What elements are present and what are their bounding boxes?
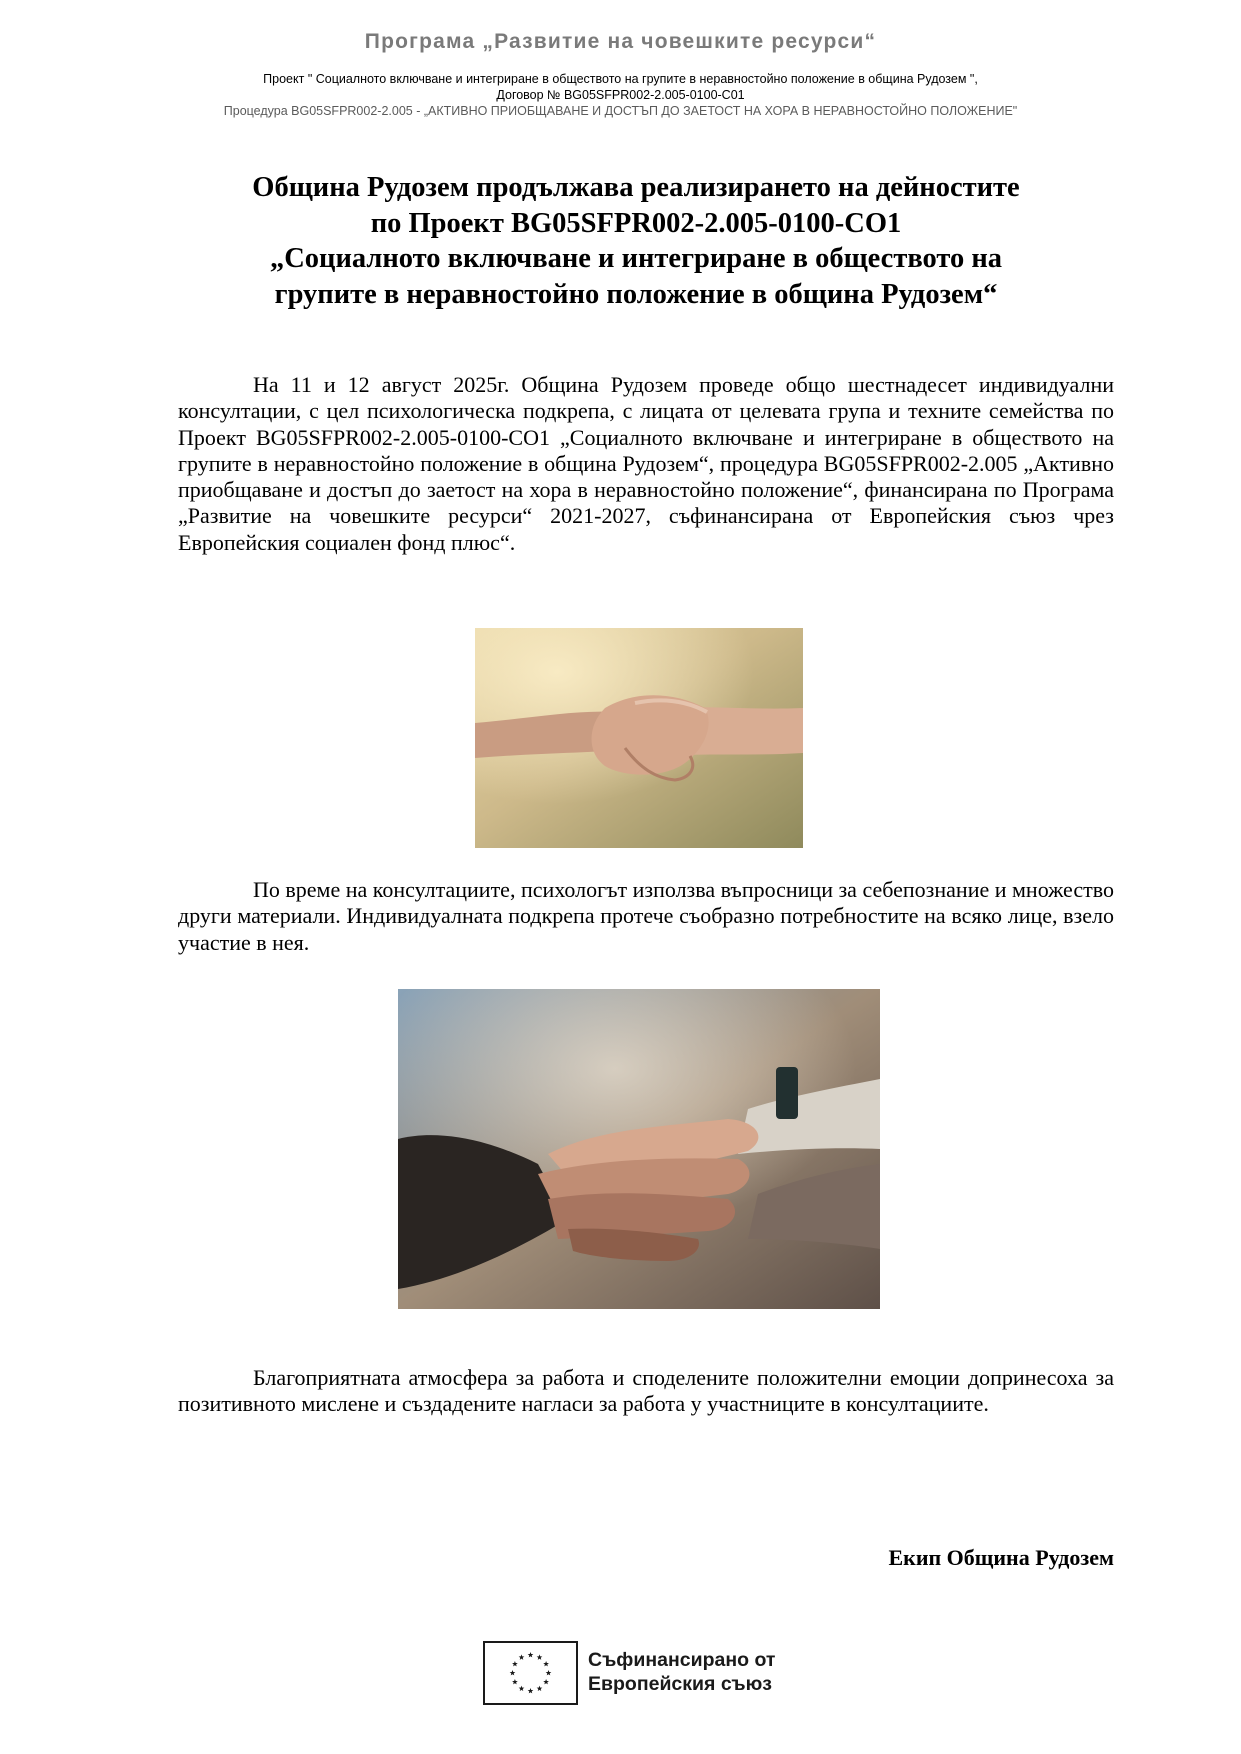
eu-logo-text bbox=[588, 1648, 775, 1696]
eu-star-icon bbox=[510, 1670, 516, 1675]
title-line-1: Община Рудозем продължава реализирането на дейностите bbox=[252, 172, 1020, 203]
eu-star-icon bbox=[537, 1654, 543, 1659]
eu-star-icon bbox=[512, 1679, 518, 1684]
eu-star-icon bbox=[512, 1661, 518, 1666]
eu-star-icon bbox=[519, 1654, 525, 1659]
project-line: Проект " Социалното включване и интегриране в обществото на групите в неравностойно положение в община Рудозем ", bbox=[263, 72, 978, 86]
eu-logo-line-2: Европейския съюз bbox=[588, 1673, 772, 1695]
paragraph-3: Благоприятната атмосфера за работа и споделените положителни емоции допринесоха за позитивното мислене и създадените нагласи за работа у участниците в консултациите. bbox=[178, 1365, 1114, 1417]
contract-line: Договор № BG05SFPR002-2.005-0100-C01 bbox=[496, 88, 745, 102]
eu-star-icon bbox=[543, 1661, 549, 1666]
eu-logo-line-1: Съфинансирано от bbox=[588, 1649, 776, 1671]
handshake-photo bbox=[475, 628, 803, 848]
paragraph-2: По време на консултациите, психологът използва въпросници за себепознание и множество други материали. Индивидуалната подкрепа протече съобразно потребностите на всяко лице, взело участие в нея. bbox=[178, 877, 1114, 955]
eu-star-icon bbox=[528, 1688, 534, 1693]
signature: Екип Община Рудозем bbox=[888, 1545, 1114, 1570]
document-title bbox=[150, 170, 1122, 312]
title-line-3: „Социалното включване и интегриране в обществото на bbox=[269, 243, 1003, 274]
stacked-hands-photo bbox=[398, 989, 880, 1309]
paragraph-1: На 11 и 12 август 2025г. Община Рудозем проведе общо шестнадесет индивидуални консултации, с цел психологическа подкрепа, с лицата от целевата група и техните семейства по Проект BG05SFPR002-2.005-0100-CO1 „Социалното включване и интегриране в обществото на групите в неравностойно положение в община Рудозем“, процедура BG05SFPR002-2.005 „Активно приобщаване и достъп до заетост на хора в неравностойно положение“, финансирана по Програма „Развитие на човешките ресурси“ 2021-2027, съфинансирана от Европейския съюз чрез Европейския социален фонд плюс“. bbox=[178, 372, 1114, 555]
title-line-4: групите в неравностойно положение в община Рудозем“ bbox=[274, 278, 998, 310]
procedure-line: Процедура BG05SFPR002-2.005 - „АКТИВНО ПРИОБЩАВАНЕ И ДОСТЪП ДО ЗАЕТОСТ НА ХОРА В НЕРАВНОСТОЙНО ПОЛОЖЕНИЕ" bbox=[223, 104, 1018, 118]
eu-flag-icon bbox=[483, 1641, 578, 1705]
title-line-2: по Проект BG05SFPR002-2.005-0100-CO1 bbox=[370, 207, 902, 239]
eu-star-icon bbox=[528, 1652, 534, 1657]
eu-star-icon bbox=[537, 1686, 543, 1691]
eu-star-icon bbox=[546, 1670, 552, 1675]
program-header: Програма „Развитие на човешките ресурси“ bbox=[364, 30, 877, 53]
eu-star-icon bbox=[543, 1679, 549, 1684]
eu-cofunded-logo bbox=[483, 1640, 783, 1740]
eu-star-icon bbox=[519, 1686, 525, 1691]
